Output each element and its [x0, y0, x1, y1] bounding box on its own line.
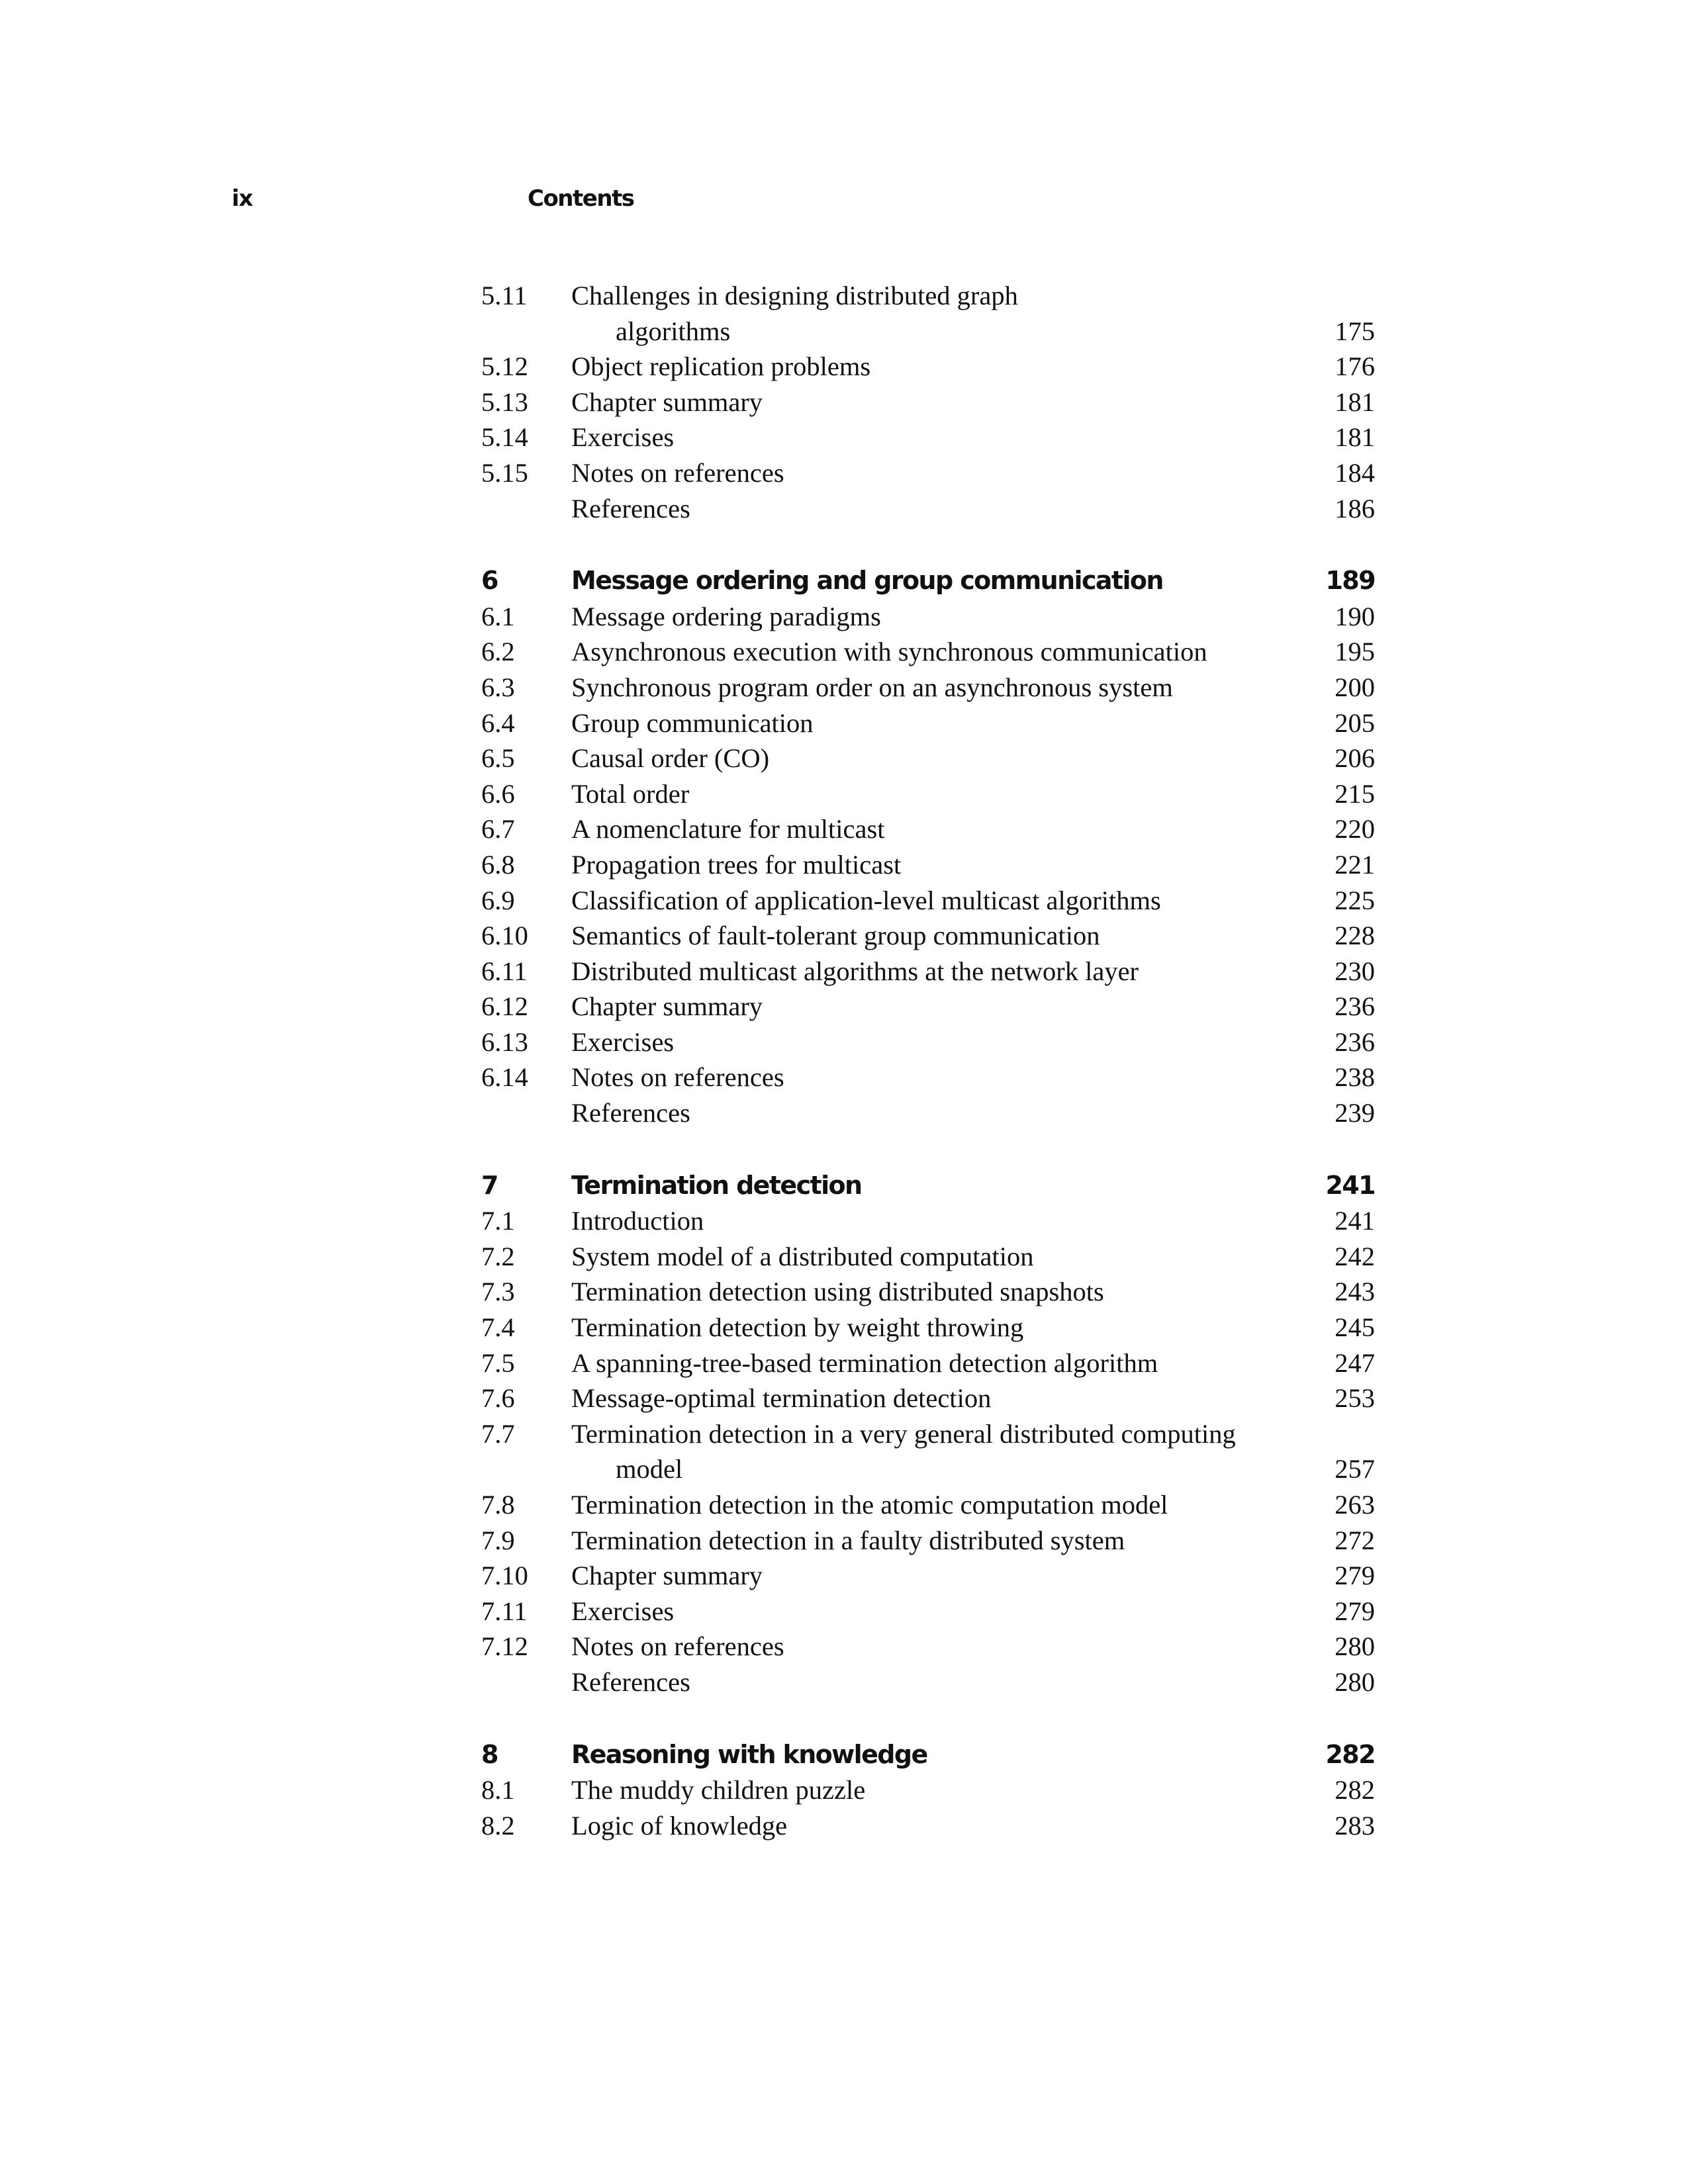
toc-entry	[481, 1594, 1375, 1629]
toc-entry-title: Challenges in designing distributed graph	[571, 281, 1018, 310]
page-number: ix	[232, 185, 253, 212]
toc-entry-number: 7.6	[481, 1383, 515, 1414]
toc-entry-number: 7.7	[481, 1418, 515, 1449]
toc-entry	[481, 278, 1375, 349]
toc-entry-title: Termination detection in a faulty distributed system	[571, 1525, 1125, 1555]
toc-entry	[481, 1310, 1375, 1345]
toc-entry-number: 8.1	[481, 1775, 515, 1805]
toc-entry-page: 181	[1335, 422, 1375, 453]
toc-entry-page: 279	[1335, 1596, 1375, 1626]
toc-entry-page: 242	[1335, 1241, 1375, 1271]
toc-entry-number: 7	[481, 1170, 498, 1200]
toc-entry-number: 6.3	[481, 672, 515, 702]
toc-entry-page: 241	[1325, 1170, 1375, 1200]
toc-entry-number: 6.12	[481, 991, 528, 1022]
toc-entry-title: References	[571, 1666, 690, 1697]
toc-chapter-heading	[481, 1737, 1375, 1773]
toc-entry	[481, 954, 1375, 989]
toc-entry-title: Classification of application-level multicast algorithms	[571, 885, 1161, 915]
toc-entry-page: 236	[1335, 991, 1375, 1022]
toc-entry-page: 225	[1335, 885, 1375, 915]
toc-entry	[481, 1772, 1375, 1808]
toc-entry-title: Exercises	[571, 422, 675, 453]
toc-entry-page: 215	[1335, 778, 1375, 809]
toc-entry-number: 7.10	[481, 1561, 528, 1591]
toc-entry-number: 6.5	[481, 743, 515, 774]
toc-entry	[481, 1558, 1375, 1594]
toc-entry-title: Termination detection by weight throwing	[571, 1312, 1024, 1343]
toc-entry-number: 6.4	[481, 707, 515, 738]
toc-entry-title: References	[571, 493, 690, 523]
toc-entry-page: 241	[1335, 1206, 1375, 1236]
toc-entry-number: 5.15	[481, 457, 528, 488]
toc-entry-number: 6.9	[481, 885, 515, 915]
toc-entry	[481, 989, 1375, 1024]
toc-entry-title: Chapter summary	[571, 387, 763, 417]
toc-entry	[481, 1060, 1375, 1095]
toc-entry-number: 7.1	[481, 1206, 515, 1236]
toc-entry-title: Exercises	[571, 1596, 675, 1626]
toc-entry	[481, 349, 1375, 385]
toc-entry	[481, 811, 1375, 847]
toc-entry-page: 280	[1335, 1631, 1375, 1662]
toc-entry	[481, 1381, 1375, 1416]
toc-entry	[481, 776, 1375, 812]
toc-entry-title: Asynchronous execution with synchronous communication	[571, 637, 1207, 667]
toc-entry-page: 176	[1335, 351, 1375, 382]
toc-entry-number: 8.2	[481, 1810, 515, 1841]
toc-entry-title: Object replication problems	[571, 351, 871, 382]
toc-entry-page: 195	[1335, 637, 1375, 667]
toc-chapter-heading	[481, 1168, 1375, 1204]
toc-entry-number: 6.13	[481, 1026, 528, 1057]
toc-entry-title: System model of a distributed computation	[571, 1241, 1034, 1271]
toc-entry-page: 243	[1335, 1277, 1375, 1307]
toc-entry	[481, 741, 1375, 776]
toc-entry-title: Notes on references	[571, 1062, 784, 1093]
toc-entry	[481, 385, 1375, 420]
toc-entry	[481, 847, 1375, 883]
toc-entry-title: A spanning-tree-based termination detection algorithm	[571, 1347, 1158, 1378]
toc-entry	[481, 1239, 1375, 1275]
toc-entry	[481, 1523, 1375, 1559]
toc-entry-title: Causal order (CO)	[571, 743, 770, 774]
toc-entry-title: Message ordering and group communication	[571, 566, 1163, 596]
toc-entry-page: 236	[1335, 1026, 1375, 1057]
toc-entry	[481, 1808, 1375, 1844]
toc-entry-page: 272	[1335, 1525, 1375, 1555]
toc-entry	[481, 420, 1375, 455]
toc-entry-page: 221	[1335, 849, 1375, 880]
toc-entry-page: 279	[1335, 1561, 1375, 1591]
toc-entry-title: Reasoning with knowledge	[571, 1739, 927, 1769]
toc-entry-page: 263	[1335, 1490, 1375, 1520]
toc-entry-title: Termination detection using distributed snapshots	[571, 1277, 1104, 1307]
toc-entry-title: Distributed multicast algorithms at the network layer	[571, 956, 1139, 986]
toc-entry-number: 7.12	[481, 1631, 528, 1662]
toc-entry-title: Message-optimal termination detection	[571, 1383, 992, 1414]
toc-entry-number: 5.12	[481, 351, 528, 382]
toc-entry	[481, 455, 1375, 491]
toc-entry-title: Termination detection	[571, 1170, 862, 1200]
toc-entry-title: Logic of knowledge	[571, 1810, 788, 1841]
toc-entry-title: Introduction	[571, 1206, 704, 1236]
toc-entry-page: 282	[1335, 1775, 1375, 1805]
toc-entry-title: Notes on references	[571, 457, 784, 488]
toc-entry-page: 205	[1335, 707, 1375, 738]
toc-entry-number: 7.4	[481, 1312, 515, 1343]
toc-entry	[481, 705, 1375, 741]
toc-entry-number: 7.9	[481, 1525, 515, 1555]
toc-entry-number: 7.2	[481, 1241, 515, 1271]
toc-entry	[481, 1416, 1375, 1487]
toc-entry-number: 6.14	[481, 1062, 528, 1093]
toc-entry-page: 280	[1335, 1666, 1375, 1697]
toc-entry-page: 181	[1335, 387, 1375, 417]
toc-entry-page: 228	[1335, 921, 1375, 951]
toc-entry-page: 184	[1335, 457, 1375, 488]
toc-entry-page: 247	[1335, 1347, 1375, 1378]
toc-entry-title: Message ordering paradigms	[571, 601, 881, 631]
toc-entry-number: 6.1	[481, 601, 515, 631]
toc-entry-title: A nomenclature for multicast	[571, 814, 885, 844]
toc-entry-page: 175	[1335, 316, 1375, 346]
toc-entry-page: 200	[1335, 672, 1375, 702]
toc-entry-page: 220	[1335, 814, 1375, 844]
toc-entry-title-continued: algorithms	[616, 316, 731, 346]
toc-entry	[481, 1203, 1375, 1239]
toc-entry-number: 6.7	[481, 814, 515, 844]
table-of-contents	[481, 278, 1375, 1843]
toc-entry-title: Termination detection in a very general distributed computing	[571, 1418, 1236, 1449]
toc-entry-title: The muddy children puzzle	[571, 1775, 866, 1805]
toc-entry	[481, 670, 1375, 705]
toc-entry	[481, 1664, 1375, 1700]
toc-entry	[481, 1095, 1375, 1131]
toc-entry-number: 7.11	[481, 1596, 528, 1626]
running-title: Contents	[528, 185, 634, 212]
toc-entry-number: 6.6	[481, 778, 515, 809]
toc-entry-number: 6.11	[481, 956, 528, 986]
toc-entry-page: 230	[1335, 956, 1375, 986]
toc-entry-page: 238	[1335, 1062, 1375, 1093]
toc-entry	[481, 883, 1375, 919]
toc-entry-title: Semantics of fault-tolerant group communication	[571, 921, 1100, 951]
toc-entry-title: Chapter summary	[571, 991, 763, 1022]
toc-entry-number: 7.8	[481, 1490, 515, 1520]
toc-entry-page: 283	[1335, 1810, 1375, 1841]
toc-entry-number: 6	[481, 566, 498, 596]
toc-entry-number: 5.14	[481, 422, 528, 453]
toc-entry-page: 190	[1335, 601, 1375, 631]
toc-entry	[481, 1629, 1375, 1664]
toc-entry-number: 8	[481, 1739, 498, 1769]
toc-entry-title: Total order	[571, 778, 690, 809]
toc-entry	[481, 599, 1375, 635]
toc-entry-number: 5.11	[481, 281, 528, 310]
toc-entry-page: 186	[1335, 493, 1375, 523]
toc-entry-number: 5.13	[481, 387, 528, 417]
toc-entry-title: Chapter summary	[571, 1561, 763, 1591]
toc-entry-title: References	[571, 1098, 690, 1128]
toc-entry	[481, 634, 1375, 670]
toc-entry-page: 239	[1335, 1098, 1375, 1128]
toc-entry	[481, 491, 1375, 527]
toc-entry-title: Propagation trees for multicast	[571, 849, 902, 880]
toc-entry-title: Synchronous program order on an asynchronous system	[571, 672, 1173, 702]
toc-entry-number: 7.3	[481, 1277, 515, 1307]
toc-entry-number: 6.10	[481, 921, 528, 951]
toc-entry-page: 253	[1335, 1383, 1375, 1414]
toc-entry-title: Notes on references	[571, 1631, 784, 1662]
toc-entry	[481, 1345, 1375, 1381]
toc-entry	[481, 1487, 1375, 1523]
toc-entry-number: 6.8	[481, 849, 515, 880]
toc-entry-page: 245	[1335, 1312, 1375, 1343]
toc-entry-title: Termination detection in the atomic computation model	[571, 1490, 1168, 1520]
toc-entry-title-continued: model	[616, 1454, 683, 1484]
toc-entry-title: Exercises	[571, 1026, 675, 1057]
toc-entry-page: 206	[1335, 743, 1375, 774]
toc-entry-page: 282	[1325, 1739, 1375, 1769]
toc-entry-page: 257	[1335, 1454, 1375, 1484]
toc-chapter-heading	[481, 563, 1375, 599]
toc-entry-page: 189	[1325, 566, 1375, 596]
toc-entry	[481, 1024, 1375, 1060]
toc-entry-number: 7.5	[481, 1347, 515, 1378]
toc-entry-number: 6.2	[481, 637, 515, 667]
toc-entry	[481, 918, 1375, 954]
toc-entry-title: Group communication	[571, 707, 814, 738]
toc-entry	[481, 1274, 1375, 1310]
